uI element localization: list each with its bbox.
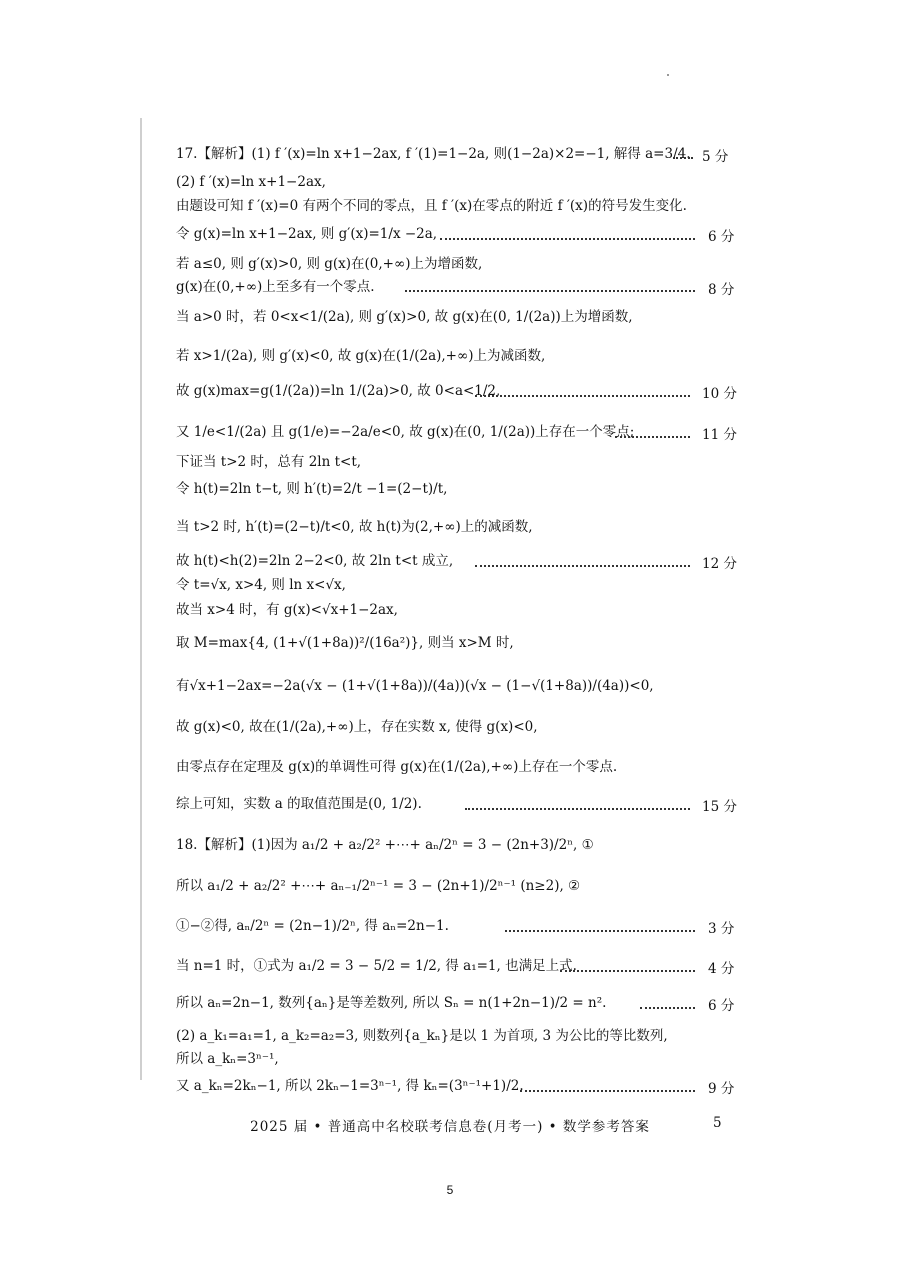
answer-line: 令 t=√x, x>4, 则 ln x<√x, [176, 577, 346, 593]
leader-dots [640, 1007, 695, 1009]
leader-dots [615, 436, 690, 438]
leader-dots [560, 970, 695, 972]
leader-dots [405, 290, 695, 292]
footer-page-number: 5 [713, 1115, 722, 1131]
answer-line: ①−②得, aₙ/2ⁿ = (2n−1)/2ⁿ, 得 aₙ=2n−1. [176, 918, 449, 934]
page-number: 5 [446, 1183, 454, 1197]
score-label: 3 分 [708, 921, 735, 937]
answer-line: 又 1/e<1/(2a) 且 g(1/e)=−2a/e<0, 故 g(x)在(0, 1/(2a))上存在一个零点; [176, 424, 635, 440]
answer-line: 由题设可知 f ′(x)=0 有两个不同的零点，且 f ′(x)在零点的附近 f ′(x)的符号发生变化. [176, 198, 687, 214]
answer-line: 17.【解析】(1) f ′(x)=ln x+1−2ax, f ′(1)=1−2a, 则(1−2a)×2=−1, 解得 a=3/4. [176, 146, 691, 162]
answer-line: 当 t>2 时, h′(t)=(2−t)/t<0, 故 h(t)为(2,+∞)上的减函数, [176, 519, 533, 535]
answer-line: 由零点存在定理及 g(x)的单调性可得 g(x)在(1/(2a),+∞)上存在一个零点. [176, 759, 618, 775]
score-label: 12 分 [702, 556, 737, 572]
score-label: 6 分 [708, 229, 735, 245]
score-label: 6 分 [708, 998, 735, 1014]
score-label: 11 分 [702, 427, 737, 443]
score-label: 15 分 [702, 799, 737, 815]
answer-line: 故 g(x)max=g(1/(2a))=ln 1/(2a)>0, 故 0<a<1/2, [176, 383, 501, 399]
answer-line: 若 a≤0, 则 g′(x)>0, 则 g(x)在(0,+∞)上为增函数, [176, 256, 483, 272]
answer-line: g(x)在(0,+∞)上至多有一个零点. [176, 279, 375, 295]
leader-dots [475, 395, 690, 397]
score-label: 10 分 [702, 386, 737, 402]
answer-line: 所以 aₙ=2n−1, 数列{aₙ}是等差数列, 所以 Sₙ = n(1+2n−1)/2 = n². [176, 995, 607, 1011]
leader-dots [505, 930, 695, 932]
answer-line: 综上可知，实数 a 的取值范围是(0, 1/2). [176, 796, 422, 812]
answer-line: 所以 a_kₙ=3ⁿ⁻¹, [176, 1051, 279, 1067]
answer-line: 取 M=max{4, (1+√(1+8a))²/(16a²)}, 则当 x>M 时, [176, 635, 514, 651]
leader-dots [465, 808, 690, 810]
answer-line: 所以 a₁/2 + a₂/2² +⋯+ aₙ₋₁/2ⁿ⁻¹ = 3 − (2n+1)/2ⁿ⁻¹ (n≥2), ② [176, 878, 581, 894]
answer-line: 18.【解析】(1)因为 a₁/2 + a₂/2² +⋯+ aₙ/2ⁿ = 3 − (2n+3)/2ⁿ, ① [176, 837, 594, 853]
answer-line: 若 x>1/(2a), 则 g′(x)<0, 故 g(x)在(1/(2a),+∞)上为减函数, [176, 348, 546, 364]
leader-dots [520, 1090, 695, 1092]
answer-line: 下证当 t>2 时，总有 2ln t<t, [176, 454, 362, 470]
answer-line: 当 n=1 时，①式为 a₁/2 = 3 − 5/2 = 1/2, 得 a₁=1, 也满足上式. [176, 958, 577, 974]
score-label: 8 分 [708, 282, 735, 298]
answer-line: 有√x+1−2ax=−2a(√x − (1+√(1+8a))/(4a))(√x − (1−√(1+8a))/(4a))<0, [176, 678, 654, 694]
leader-dots [673, 157, 693, 159]
answer-line: 令 h(t)=2ln t−t, 则 h′(t)=2/t −1=(2−t)/t, [176, 481, 448, 497]
answer-line: 故 h(t)<h(2)=2ln 2−2<0, 故 2ln t<t 成立, [176, 553, 454, 569]
leader-dots [475, 565, 690, 567]
leader-dots [440, 238, 695, 240]
score-label: 5 分 [702, 149, 729, 165]
answer-line: (2) a_k₁=a₁=1, a_k₂=a₂=3, 则数列{a_kₙ}是以 1 为首项, 3 为公比的等比数列, [176, 1028, 668, 1044]
scan-speck [667, 74, 669, 76]
answer-line: 令 g(x)=ln x+1−2ax, 则 g′(x)=1/x −2a, [176, 226, 438, 242]
answer-line: 当 a>0 时，若 0<x<1/(2a), 则 g′(x)>0, 故 g(x)在(0, 1/(2a))上为增函数, [176, 309, 633, 325]
footer-title: 2025 届 • 普通高中名校联考信息卷(月考一) • 数学参考答案 [250, 1119, 650, 1135]
answer-line: 故当 x>4 时，有 g(x)<√x+1−2ax, [176, 602, 398, 618]
score-label: 4 分 [708, 961, 735, 977]
answer-line: 故 g(x)<0, 故在(1/(2a),+∞)上，存在实数 x, 使得 g(x)<0, [176, 719, 538, 735]
score-label: 9 分 [708, 1081, 735, 1097]
answer-line: 又 a_kₙ=2kₙ−1, 所以 2kₙ−1=3ⁿ⁻¹, 得 kₙ=(3ⁿ⁻¹+1)/2. [176, 1078, 524, 1094]
scan-margin-line [140, 118, 142, 1080]
answer-line: (2) f ′(x)=ln x+1−2ax, [176, 174, 326, 190]
